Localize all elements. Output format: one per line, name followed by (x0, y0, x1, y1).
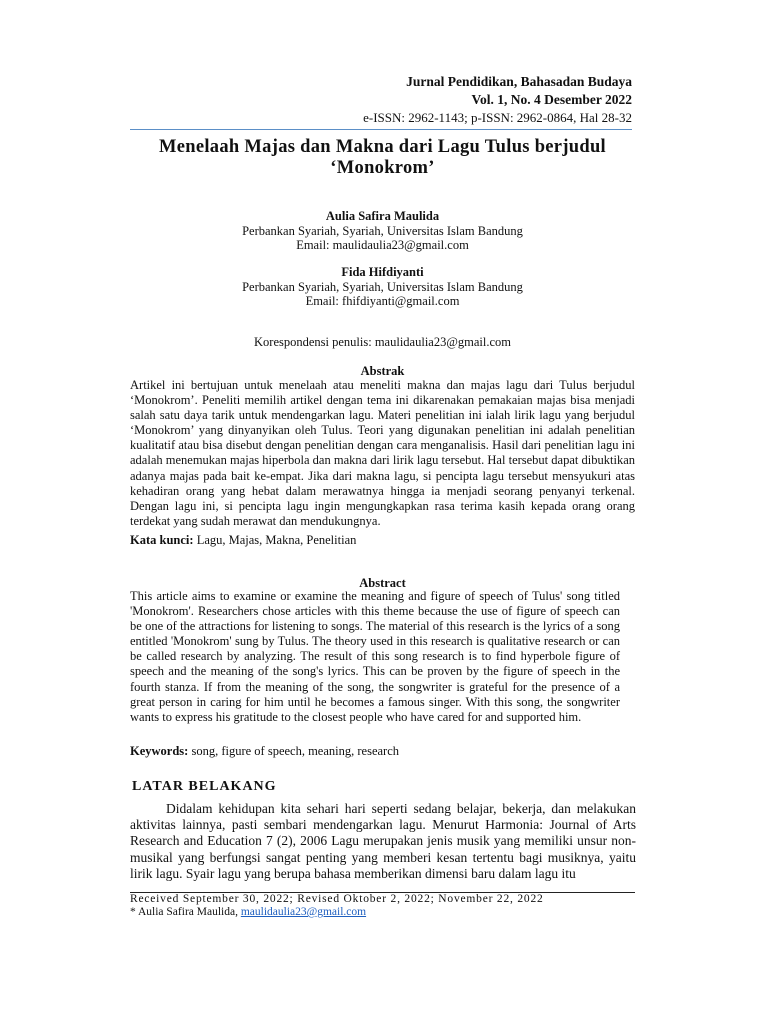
abstract-text: This article aims to examine or examine the meaning and figure of speech of Tulus' song titled 'Monokrom'. Researchers chose articles with this theme because the use of figure of speech can be one of the attractions for listening to songs. The material of this research is the lyrics of a song entitled 'Monokrom' sung by Tulus. The theory used in this research is qualitative research or can be called research by analyzing. The result of this song research is to find hyperbole figure of speech and the meaning of the song's lyrics. This can be proven by the figure of speech in the fourth stanza. If from the meaning of the song, the songwriter is grateful for the presence of a great person in caring for him until he becomes a famous singer. With this song, the songwriter wants to express his gratitude to the closest people who have cared for and supported him. (130, 589, 620, 724)
author-affiliation: Perbankan Syariah, Syariah, Universitas Islam Bandung (242, 223, 523, 238)
author-affiliation: Perbankan Syariah, Syariah, Universitas Islam Bandung (242, 279, 523, 294)
author-email: Email: maulidaulia23@gmail.com (296, 238, 469, 252)
received-dates: Received September 30, 2022; Revised Oktober 2, 2022; November 22, 2022 (130, 893, 544, 905)
section-paragraph: Didalam kehidupan kita sehari hari seperti sedang belajar, bekerja, dan melakukan aktivitas lainnya, pasti sembari mendengarkan lagu. Menurut Harmonia: Journal of Arts Research and Education 7 (2), 2006 Lagu merupakan jenis musik yang memiliki unsur non-musikal yang berfungsi sangat penting yang memberi kesan tertentu bagi musiknya, yaitu lirik lagu. Syair lagu yang berupa bahasa memberikan dimensi baru dalam lagu itu (130, 801, 636, 881)
footnote-email-link[interactable]: maulidaulia23@gmail.com (240, 906, 367, 918)
header-divider (130, 129, 632, 130)
paper-title (130, 137, 635, 179)
journal-issn: e-ISSN: 2962-1143; p-ISSN: 2962-0864, Hal 28-32 (363, 110, 632, 125)
keywords-label: Keywords: (130, 744, 189, 758)
title-line-2: ‘Monokrom’ (330, 158, 435, 178)
author-2 (130, 265, 635, 309)
author-name: Fida Hifdiyanti (341, 265, 424, 279)
journal-header (363, 73, 632, 127)
author-email: Email: fhifdiyanti@gmail.com (305, 294, 460, 308)
kata-kunci (130, 533, 635, 548)
keywords (130, 744, 635, 759)
author-footnote (130, 906, 366, 918)
abstract-heading: Abstract (359, 576, 406, 590)
footnote-author: * Aulia Safira Maulida, (130, 906, 241, 918)
abstrak-text: Artikel ini bertujuan untuk menelaah atau meneliti makna dan majas lagu dari Tulus berjudul ‘Monokrom’. Peneliti memilih artikel dengan tema ini dikarenakan pemakaian majas bisa menjadi salah satu daya tarik untuk mendengarkan lagu. Materi penelitian ini ialah lirik lagu yang berjudul ‘Monokrom’ yang dinyanyikan oleh Tulus. Teori yang digunakan penelitian ini adalah penelitian kualitatif atau bisa disebut dengan penelitian dengan cara menganalisis. Hasil dari penelitian lagu ini adalah menemukan majas hiperbola dan makna dari lirik lagu tersebut. Hal tersebut dapat dibuktikan adanya majas pada bait ke-empat. Jika dari makna lagu, si pencipta lagu tersebut mensyukuri atas kehadiran orang yang hebat dalam merawatnya hingga ia menjadi seorang penyanyi terkenal. Dengan lagu ini, si pencipta lagu ingin mengungkapkan rasa terima kasih kepada orang orang terdekat yang sudah merawat dan mendukungnya. (130, 378, 635, 528)
keywords-label: Kata kunci: (130, 533, 194, 547)
keywords-list: song, figure of speech, meaning, research (188, 744, 400, 758)
journal-name: Jurnal Pendidikan, Bahasadan Budaya (406, 74, 632, 89)
keywords-list: Lagu, Majas, Makna, Penelitian (193, 533, 357, 547)
author-1 (130, 209, 635, 253)
author-name: Aulia Safira Maulida (325, 209, 440, 223)
section-heading: LATAR BELAKANG (132, 779, 277, 794)
abstrak-heading: Abstrak (360, 364, 405, 378)
title-line-1: Menelaah Majas dan Makna dari Lagu Tulus berjudul (159, 137, 606, 157)
journal-volume: Vol. 1, No. 4 Desember 2022 (471, 92, 632, 107)
correspondence: Korespondensi penulis: maulidaulia23@gmail.com (254, 335, 511, 349)
